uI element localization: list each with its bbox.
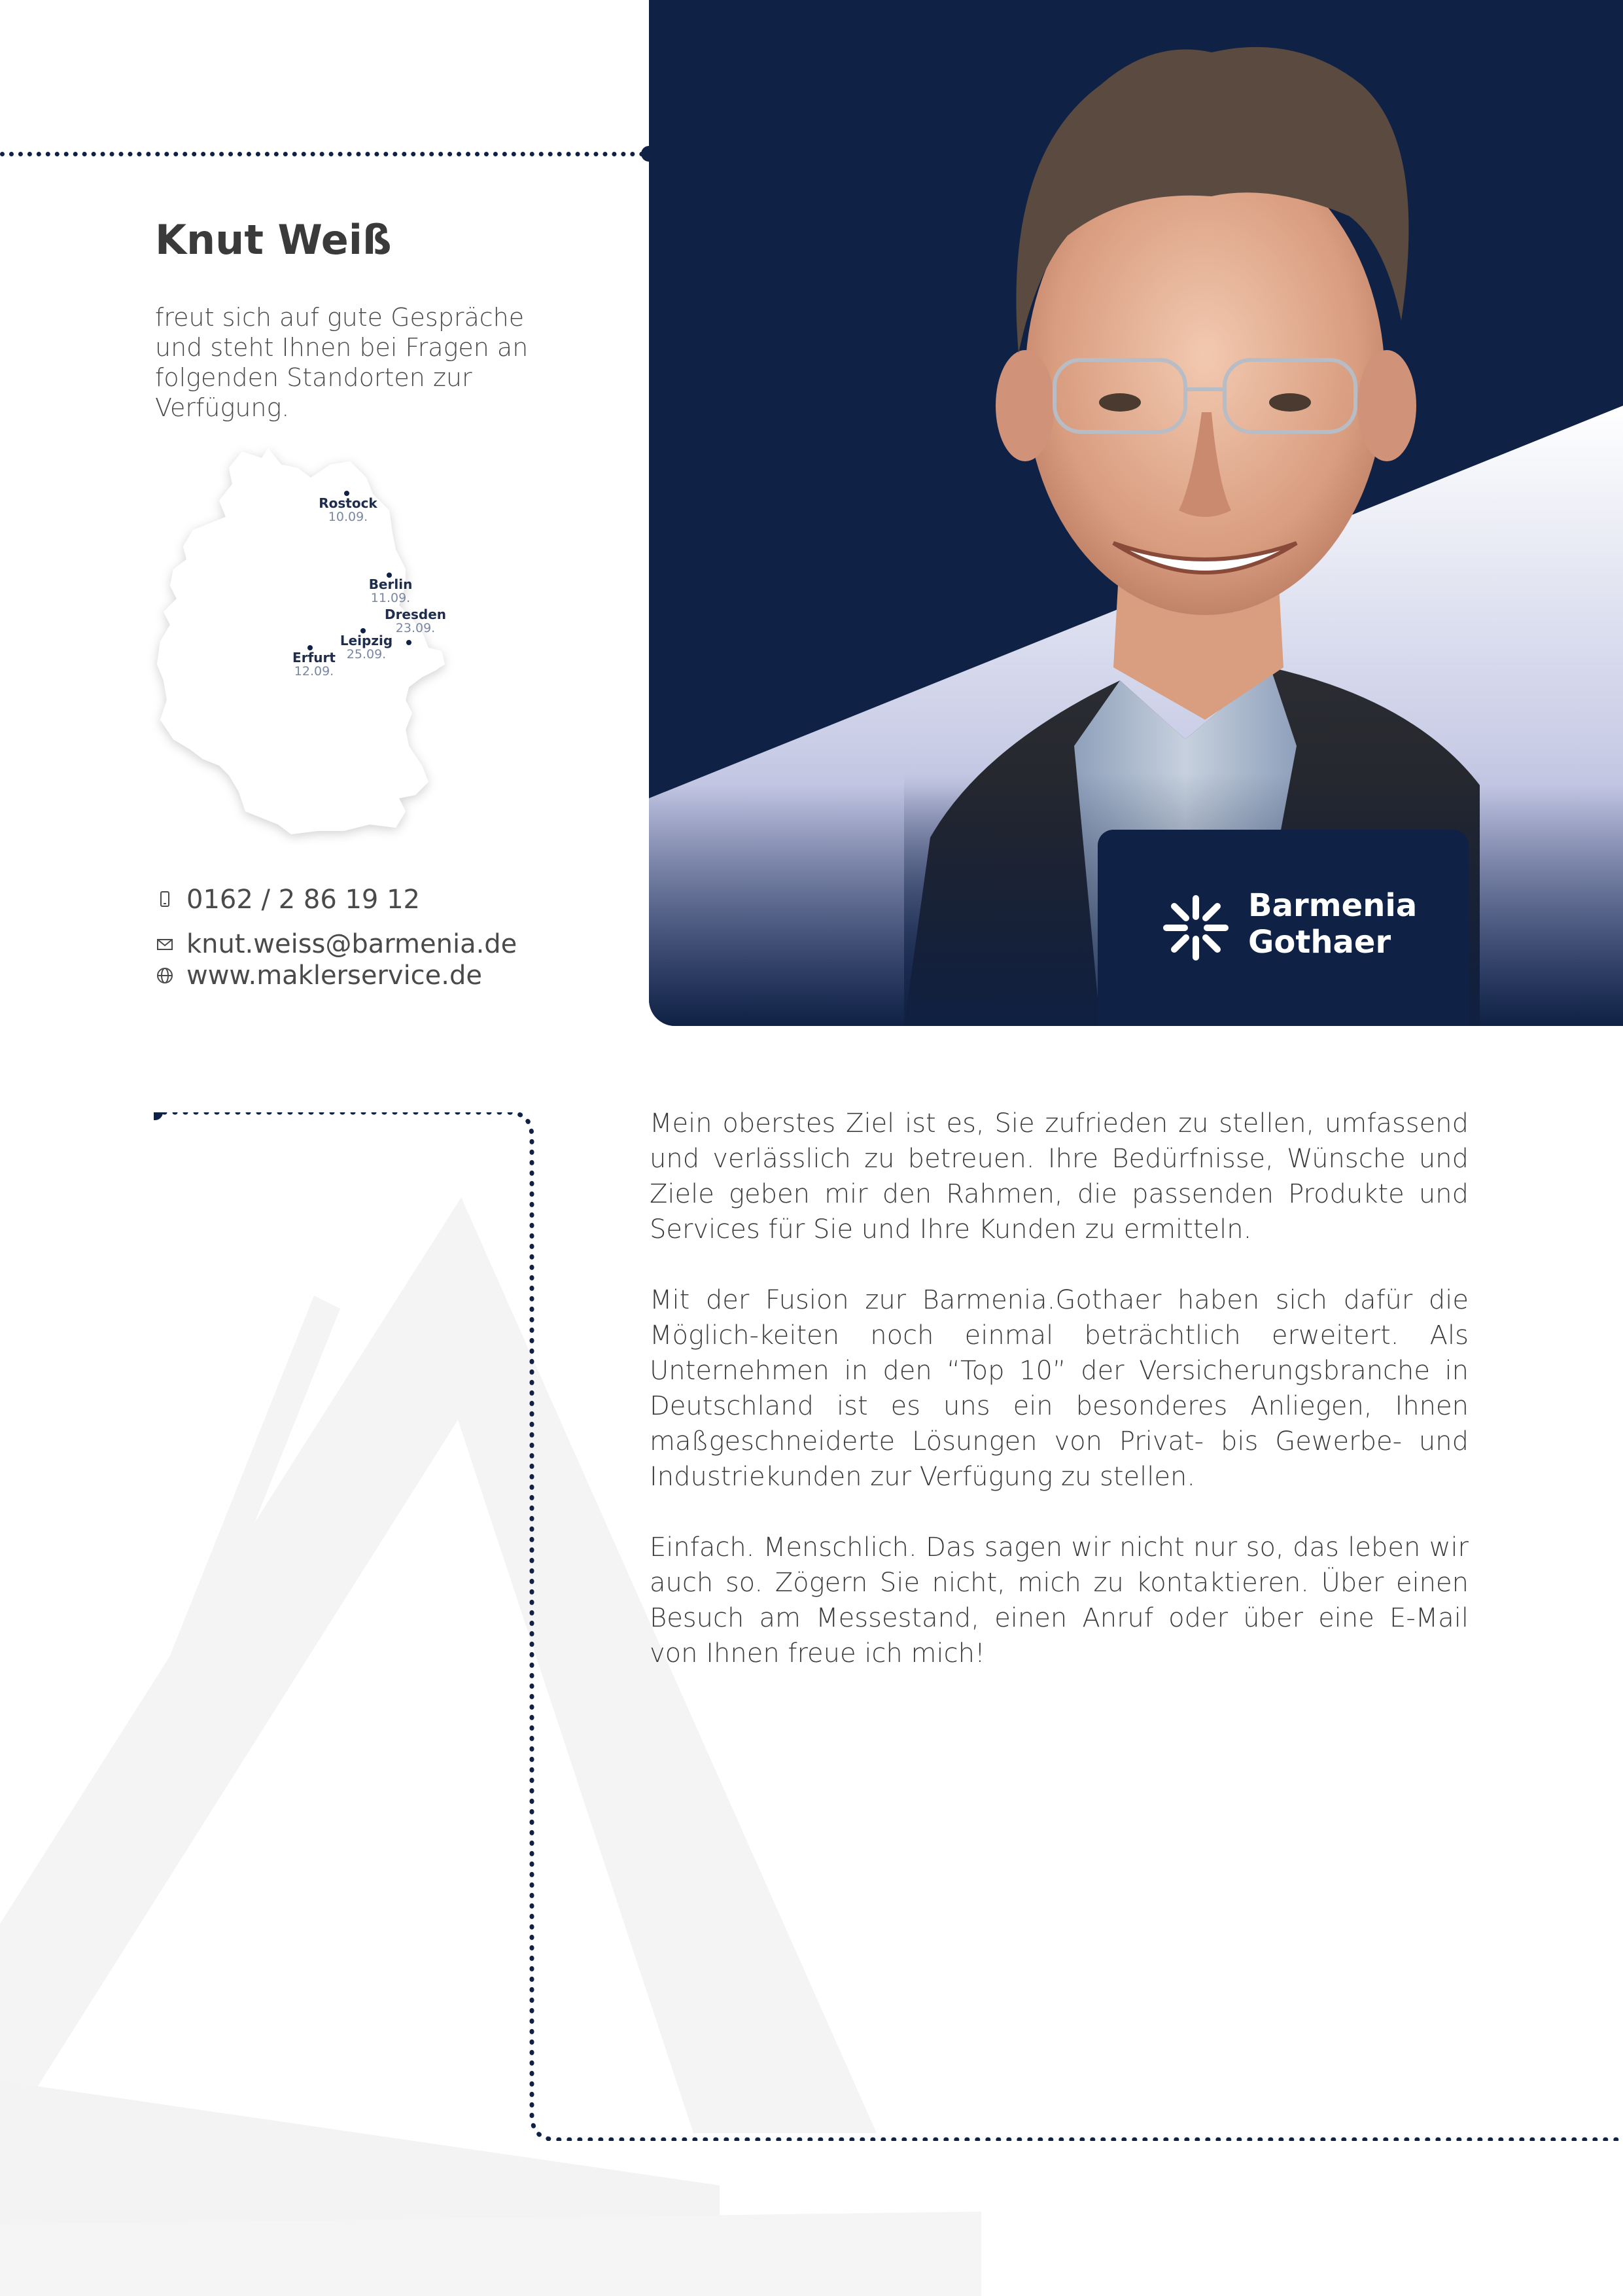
germany-location-map — [147, 438, 461, 844]
brand-line-2: Gothaer — [1248, 924, 1391, 961]
body-paragraph-3: Einfach. Menschlich. Das sagen wir nicht nur so, das leben wir auch so. Zögern Sie nicht, mich zu kontaktieren. Über einen Besuch am Messestand, einen Anruf oder über eine E-Mail von Ihnen freue ich mich! — [650, 1532, 1469, 1669]
contact-website[interactable] — [155, 961, 482, 991]
brand-line-1: Barmenia — [1248, 887, 1418, 924]
globe-icon — [155, 966, 175, 985]
body-text — [650, 1106, 1469, 1706]
city-label-erfurt: Erfurt 12.09. — [292, 650, 336, 679]
map-pin-dresden — [406, 640, 411, 645]
city-label-dresden: Dresden 23.09. — [384, 607, 447, 635]
brand-wordmark — [1248, 887, 1417, 961]
body-paragraph-2: Mit der Fusion zur Barmenia.Gothaer haben sich dafür die Möglich-keiten noch einmal beträchtlich erweitert. Als Unternehmen in den “Top 10” der Versicherungsbranche in Deutschland ist es uns ein besonderes Anliegen, Ihnen maßgeschneiderte Lösungen von Privat- bis Gewerbe- und Industriekunden zur Verfügung zu stellen. — [650, 1285, 1469, 1492]
contact-phone[interactable] — [155, 885, 420, 915]
mobile-phone-icon — [155, 890, 175, 910]
envelope-icon — [155, 934, 175, 954]
website-url: www.maklerservice.de — [186, 961, 482, 991]
body-paragraph-1: Mein oberstes Ziel ist es, Sie zufrieden zu stellen, umfassend und verlässlich zu betreuen. Ihre Bedürfnisse, Wünsche und Ziele geben mir den Rahmen, die passenden Produkte und Services für Sie und Ihre Kunden zu ermitteln. — [650, 1108, 1469, 1245]
intro-text: freut sich auf gute Gespräche und steht Ihnen bei Fragen an folgenden Standorten zur Verfügung. — [155, 303, 529, 422]
city-label-rostock: Rostock 10.09. — [319, 495, 377, 524]
contact-email[interactable] — [155, 929, 517, 959]
germany-map-shape — [147, 438, 461, 844]
phone-number: 0162 / 2 86 19 12 — [186, 885, 420, 915]
city-label-berlin: Berlin 11.09. — [368, 576, 413, 605]
city-label-leipzig: Leipzig 25.09. — [340, 633, 393, 662]
top-dotted-divider — [0, 152, 644, 156]
barmenia-gothaer-logo-icon — [1160, 892, 1232, 964]
brand-logo-box — [1098, 830, 1469, 1026]
person-name: Knut Weiß — [155, 216, 392, 264]
email-address: knut.weiss@barmenia.de — [186, 929, 517, 959]
